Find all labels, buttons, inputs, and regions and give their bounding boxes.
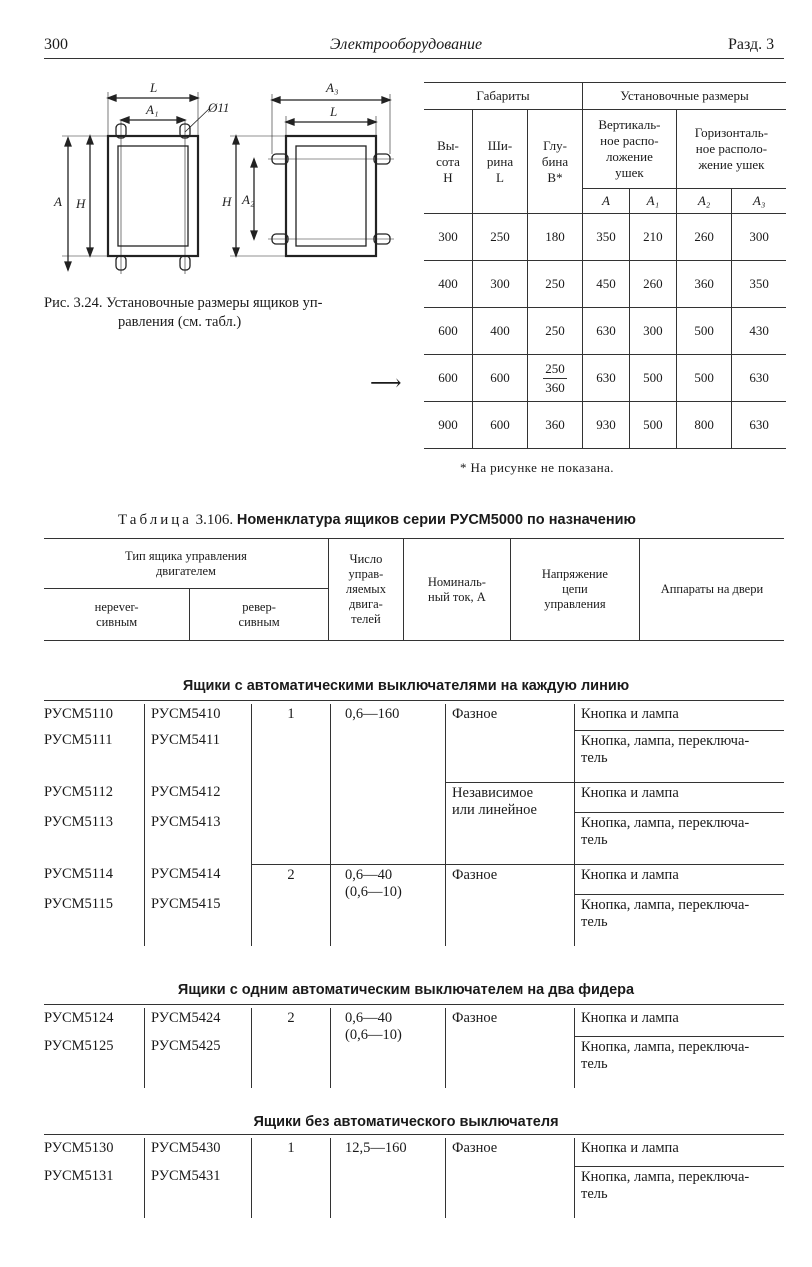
footnote: * На рисунке не показана. [460,460,614,475]
table-row [44,1166,784,1218]
cell: РУСМ5112 [44,784,113,800]
cell: 210 [629,214,676,261]
cell: 0,6—40 (0,6—10) [331,864,446,946]
cell: 12,5—160 [331,1138,446,1166]
group-table-3 [44,1138,784,1218]
cell [446,730,575,782]
h-type: Тип ящика управления двигателем [44,539,328,589]
cell: 300 [629,308,676,355]
cell: 350 [583,214,630,261]
cell: Кнопка и лампа [575,864,785,894]
col-width: Ши- рина L [473,110,528,214]
box-right-outer [286,136,376,256]
h-devices: Аппараты на двери [639,539,784,641]
cell: РУСМ5130 [44,1140,114,1156]
cell: Кнопка и лампа [575,782,785,812]
cell: 1 [252,1138,331,1166]
cell: 930 [583,402,630,449]
col-horizontal: Горизонталь- ное располо- жение ушек [676,110,786,189]
cell: 360 [528,402,583,449]
cell: РУСМ5425 [145,1036,252,1088]
label-L: L [150,80,158,95]
cell: 250 [528,308,583,355]
h-count: Число управ- ляемых двига- телей [328,539,403,641]
cell: 350 [732,261,786,308]
cell: РУСМ5410 [145,704,252,730]
box-right-inner [296,146,366,246]
cell-fraction [528,355,583,402]
cell: РУСМ5411 [145,730,252,782]
cell: 630 [732,402,786,449]
table-title-text: Номенклатура ящиков серии РУСМ5000 по назначению [236,512,636,528]
cell: Кнопка и лампа [575,1138,785,1166]
group-table-2 [44,1008,784,1088]
cell: Кнопка и лампа [575,704,785,730]
cell: 250 [528,261,583,308]
table-title [118,512,636,529]
table-label: Таблица [118,512,192,528]
cell: 600 [473,355,528,402]
cell [446,1036,575,1088]
table-row [44,704,784,730]
cell: 800 [676,402,732,449]
sub-A1: A₁ [629,189,676,214]
table-row [424,261,786,308]
label-A1: A₁ [146,102,159,117]
cell [331,730,446,782]
table-row [424,402,786,449]
cell: 2 [252,1008,331,1036]
cell: РУСМ5424 [145,1008,252,1036]
cell: 180 [528,214,583,261]
label-A: A [54,194,62,209]
cell: 300 [473,261,528,308]
table-row [424,214,786,261]
label-H-left: H [76,196,86,211]
section-label: Разд. 3 [728,36,775,53]
cell: Фазное [446,864,575,894]
cell: 450 [583,261,630,308]
table-row [44,1138,784,1166]
label-A2: A₂ [242,192,255,207]
mounting-dimensions-figure [40,74,420,284]
h-nonreversible: нерever- сивным [44,589,190,641]
header-rule [44,58,784,59]
cell: 0,6—40 (0,6—10) [331,1008,446,1088]
fraction-bottom: 360 [545,379,565,395]
cell: Кнопка, лампа, переключа- тель [575,1166,785,1218]
cell: Независимое или линейное [446,782,575,864]
cell: 300 [732,214,786,261]
table-row [44,730,784,782]
cell: Фазное [446,1008,575,1036]
cell: 630 [732,355,786,402]
cell: РУСМ5125 [44,1038,114,1054]
box-left-inner [118,146,188,246]
caption-line-2: равления (см. табл.) [118,314,242,330]
cell: 600 [424,308,473,355]
sub-A: A [583,189,630,214]
cell: 260 [676,214,732,261]
h-current: Номиналь- ный ток, А [403,539,510,641]
cell: РУСМ5111 [44,732,113,748]
group-gabarity: Габариты [424,83,583,110]
h-voltage: Напряжение цепи управления [510,539,639,641]
table-number: 3.106. [195,512,234,528]
cell: 260 [629,261,676,308]
cell: 2 [252,864,331,894]
cell: 0,6—160 [331,704,446,730]
table-row [424,308,786,355]
cell: 430 [732,308,786,355]
sub-A3: A₃ [732,189,786,214]
cell: 250 [473,214,528,261]
group-rule [44,1004,784,1005]
group-rule [44,700,784,701]
group-title-2: Ящики с одним автоматическим выключателем на два фидера [177,982,635,998]
cell: 1 [252,704,331,730]
cell: 300 [424,214,473,261]
page-number: 300 [44,36,68,53]
cell: 360 [676,261,732,308]
cell: 630 [583,355,630,402]
cell: 400 [473,308,528,355]
cell [252,730,331,782]
cell: Кнопка, лампа, переключа- тель [575,730,785,782]
cell [252,812,331,864]
running-title: Электрооборудование [330,36,483,53]
table-row [44,812,784,864]
cell: 600 [424,355,473,402]
figure-caption [44,294,394,332]
cell [252,1036,331,1088]
cell: РУСМ5431 [145,1166,252,1218]
cell: РУСМ5115 [44,896,113,912]
cell: Фазное [446,1138,575,1166]
cell [331,1166,446,1218]
fraction-top: 250 [543,360,567,379]
group-rule [44,1134,784,1135]
dimensions-table [424,82,786,449]
label-H-right: H [222,194,232,209]
cell: РУСМ5114 [44,866,113,882]
cell: 630 [583,308,630,355]
cell: РУСМ5412 [145,782,252,812]
cell [252,1166,331,1218]
cell: 400 [424,261,473,308]
arrow-marker: ⟶ [370,370,402,395]
cell: 500 [629,402,676,449]
cell: РУСМ5110 [44,706,113,722]
table-row [44,1008,784,1036]
table-row [44,782,784,812]
table-row [44,864,784,894]
h-reversible: ревер- сивным [190,589,329,641]
group-ustanovochnye: Установочные размеры [583,83,787,110]
cell: РУСМ5414 [145,864,252,894]
nomenclature-header [44,538,784,641]
cell: РУСМ5131 [44,1168,114,1184]
cell: Кнопка, лампа, переключа- тель [575,812,785,864]
cell [446,894,575,946]
cell: РУСМ5124 [44,1010,114,1026]
col-vertical: Вертикаль- ное распо- ложение ушек [583,110,677,189]
cell [331,782,446,812]
group-table-1 [44,704,784,946]
cell: Кнопка, лампа, переключа- тель [575,1036,785,1088]
cell: РУСМ5113 [44,814,113,830]
group-title-1: Ящики с автоматическими выключателями на каждую линию [182,678,630,694]
cell [331,812,446,864]
cell [252,782,331,812]
cell [252,894,331,946]
cell: 900 [424,402,473,449]
table-row [424,355,786,402]
col-height: Вы- сота H [424,110,473,214]
cell [446,1166,575,1218]
cell: 600 [473,402,528,449]
label-A3: A₃ [326,80,339,95]
group-title-3: Ящики без автоматического выключателя [253,1114,559,1130]
cell: Кнопка и лампа [575,1008,785,1036]
cell: Кнопка, лампа, переключа- тель [575,894,785,946]
cell: РУСМ5413 [145,812,252,864]
col-depth: Глу- бина B* [528,110,583,214]
cell: 500 [676,308,732,355]
box-left-outer [108,136,198,256]
sub-A2: A₂ [676,189,732,214]
label-L-right: L [330,104,338,119]
cell: 500 [629,355,676,402]
label-phi: Ø11 [208,100,230,115]
cell: РУСМ5430 [145,1138,252,1166]
lugs-left [116,120,190,274]
cell: Фазное [446,704,575,730]
cell: РУСМ5415 [145,894,252,946]
caption-line-1: Рис. 3.24. Установочные размеры ящиков уп- [44,295,323,311]
cell: 500 [676,355,732,402]
